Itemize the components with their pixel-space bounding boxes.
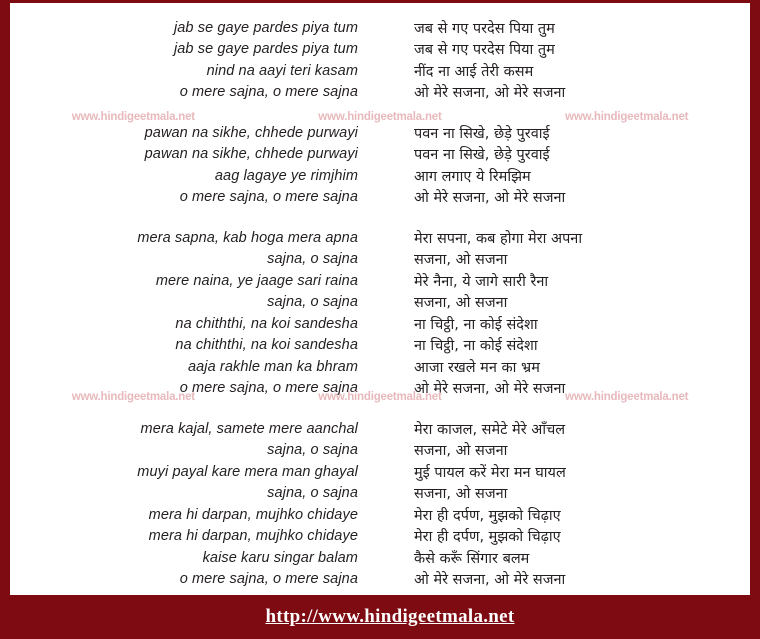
lyrics-line-devanagari: मेरा ही दर्पण, मुझको चिढ़ाए [414, 507, 561, 524]
stanza-3 [10, 227, 750, 418]
stanza-gap [10, 103, 750, 122]
lyrics-line [10, 483, 750, 505]
lyrics-line [10, 313, 750, 335]
lyrics-line-devanagari: ओ मेरे सजना, ओ मेरे सजना [414, 85, 566, 102]
footer-bar [10, 595, 760, 639]
lyrics-line-latin: jab se gaye pardes piya tum [173, 41, 358, 58]
stanza-gap [10, 208, 750, 227]
watermark-text: www.hindigeetmala.net [565, 111, 689, 123]
lyrics-line [10, 249, 750, 271]
lyrics-area [10, 3, 750, 595]
lyrics-line [10, 526, 750, 548]
lyrics-line [10, 440, 750, 462]
lyrics-line-latin: nind na aayi teri kasam [206, 62, 358, 79]
lyrics-line-latin: mera sapna, kab hoga mera apna [137, 229, 358, 246]
lyrics-line [10, 82, 750, 104]
lyrics-line [10, 187, 750, 209]
stanza-2 [10, 122, 750, 227]
lyrics-line [10, 418, 750, 440]
lyrics-line-latin: sajna, o sajna [267, 294, 358, 311]
lyrics-line-devanagari: सजना, ओ सजना [414, 252, 508, 269]
lyrics-line-latin: mera hi darpan, mujhko chidaye [148, 528, 358, 545]
stanza-4 [10, 418, 750, 590]
lyrics-line [10, 17, 750, 39]
lyrics-line-devanagari: मेरा काजल, समेटे मेरे आँचल [414, 421, 566, 438]
watermark-text: www.hindigeetmala.net [71, 391, 195, 403]
lyrics-line-devanagari: सजना, ओ सजना [414, 295, 508, 312]
lyrics-line [10, 461, 750, 483]
lyrics-line-latin: o mere sajna, o mere sajna [179, 571, 358, 588]
lyrics-line-devanagari: ओ मेरे सजना, ओ मेरे सजना [414, 190, 566, 207]
watermark-text: www.hindigeetmala.net [71, 111, 195, 123]
lyrics-line-latin: o mere sajna, o mere sajna [179, 380, 358, 397]
lyrics-line-latin: pawan na sikhe, chhede purwayi [144, 146, 358, 163]
lyrics-line [10, 356, 750, 378]
lyrics-line-devanagari: जब से गए परदेस पिया तुम [414, 20, 555, 37]
lyrics-line [10, 122, 750, 144]
lyrics-line [10, 165, 750, 187]
lyrics-line [10, 335, 750, 357]
lyrics-line [10, 227, 750, 249]
lyrics-line [10, 378, 750, 400]
lyrics-line-devanagari: मेरा ही दर्पण, मुझको चिढ़ाए [414, 529, 561, 546]
lyrics-line-devanagari: सजना, ओ सजना [414, 486, 508, 503]
lyrics-line-latin: aaja rakhle man ka bhram [187, 358, 358, 375]
lyrics-line-devanagari: मेरे नैना, ये जागे सारी रैना [414, 273, 549, 290]
lyrics-line-latin: muyi payal kare mera man ghayal [137, 463, 358, 480]
lyrics-line-devanagari: ओ मेरे सजना, ओ मेरे सजना [414, 572, 566, 589]
lyrics-line-latin: na chiththi, na koi sandesha [175, 337, 358, 354]
watermark-text: www.hindigeetmala.net [565, 391, 689, 403]
lyrics-line-devanagari: पवन ना सिखे, छेड़े पुरवाई [414, 147, 550, 164]
lyrics-line-latin: jab se gaye pardes piya tum [173, 19, 358, 36]
lyrics-line-devanagari: आजा रखले मन का भ्रम [414, 359, 540, 376]
lyrics-line-latin: mera kajal, samete mere aanchal [140, 420, 358, 437]
watermark-text: www.hindigeetmala.net [318, 111, 442, 123]
lyrics-line-latin: mere naina, ye jaage sari raina [155, 272, 358, 289]
lyrics-line [10, 270, 750, 292]
lyrics-line-devanagari: ना चिट्ठी, ना कोई संदेशा [414, 316, 538, 333]
lyrics-line [10, 144, 750, 166]
lyrics-line-latin: o mere sajna, o mere sajna [179, 189, 358, 206]
lyrics-line-devanagari: मुई पायल करें मेरा मन घायल [414, 464, 566, 481]
lyrics-line [10, 569, 750, 591]
lyrics-line-devanagari: जब से गए परदेस पिया तुम [414, 42, 555, 59]
lyrics-line-latin: na chiththi, na koi sandesha [175, 315, 358, 332]
site-url-link[interactable]: http://www.hindigeetmala.net [265, 606, 515, 627]
lyrics-line-devanagari: पवन ना सिखे, छेड़े पुरवाई [414, 125, 550, 142]
lyrics-line [10, 60, 750, 82]
lyrics-line-latin: aag lagaye ye rimjhim [214, 167, 358, 184]
lyrics-line-devanagari: नींद ना आई तेरी कसम [414, 63, 534, 80]
lyrics-line-latin: sajna, o sajna [267, 251, 358, 268]
lyrics-line [10, 292, 750, 314]
lyrics-line [10, 39, 750, 61]
lyrics-line-latin: sajna, o sajna [267, 485, 358, 502]
lyrics-line-devanagari: ओ मेरे सजना, ओ मेरे सजना [414, 381, 566, 398]
lyrics-line-latin: pawan na sikhe, chhede purwayi [144, 124, 358, 141]
lyrics-line-latin: sajna, o sajna [267, 442, 358, 459]
lyrics-line-devanagari: मेरा सपना, कब होगा मेरा अपना [414, 230, 583, 247]
lyrics-line-devanagari: आग लगाए ये रिमझिम [414, 168, 531, 185]
lyrics-line-devanagari: सजना, ओ सजना [414, 443, 508, 460]
watermark-text: www.hindigeetmala.net [318, 391, 442, 403]
stanza-gap [10, 399, 750, 418]
stanza-1 [10, 17, 750, 122]
lyrics-line [10, 547, 750, 569]
lyrics-line-latin: o mere sajna, o mere sajna [179, 84, 358, 101]
lyrics-line-latin: mera hi darpan, mujhko chidaye [148, 506, 358, 523]
lyrics-line-latin: kaise karu singar balam [202, 549, 358, 566]
lyrics-line [10, 504, 750, 526]
lyrics-line-devanagari: ना चिट्ठी, ना कोई संदेशा [414, 338, 538, 355]
lyrics-line-devanagari: कैसे करूँ सिंगार बलम [414, 550, 530, 567]
